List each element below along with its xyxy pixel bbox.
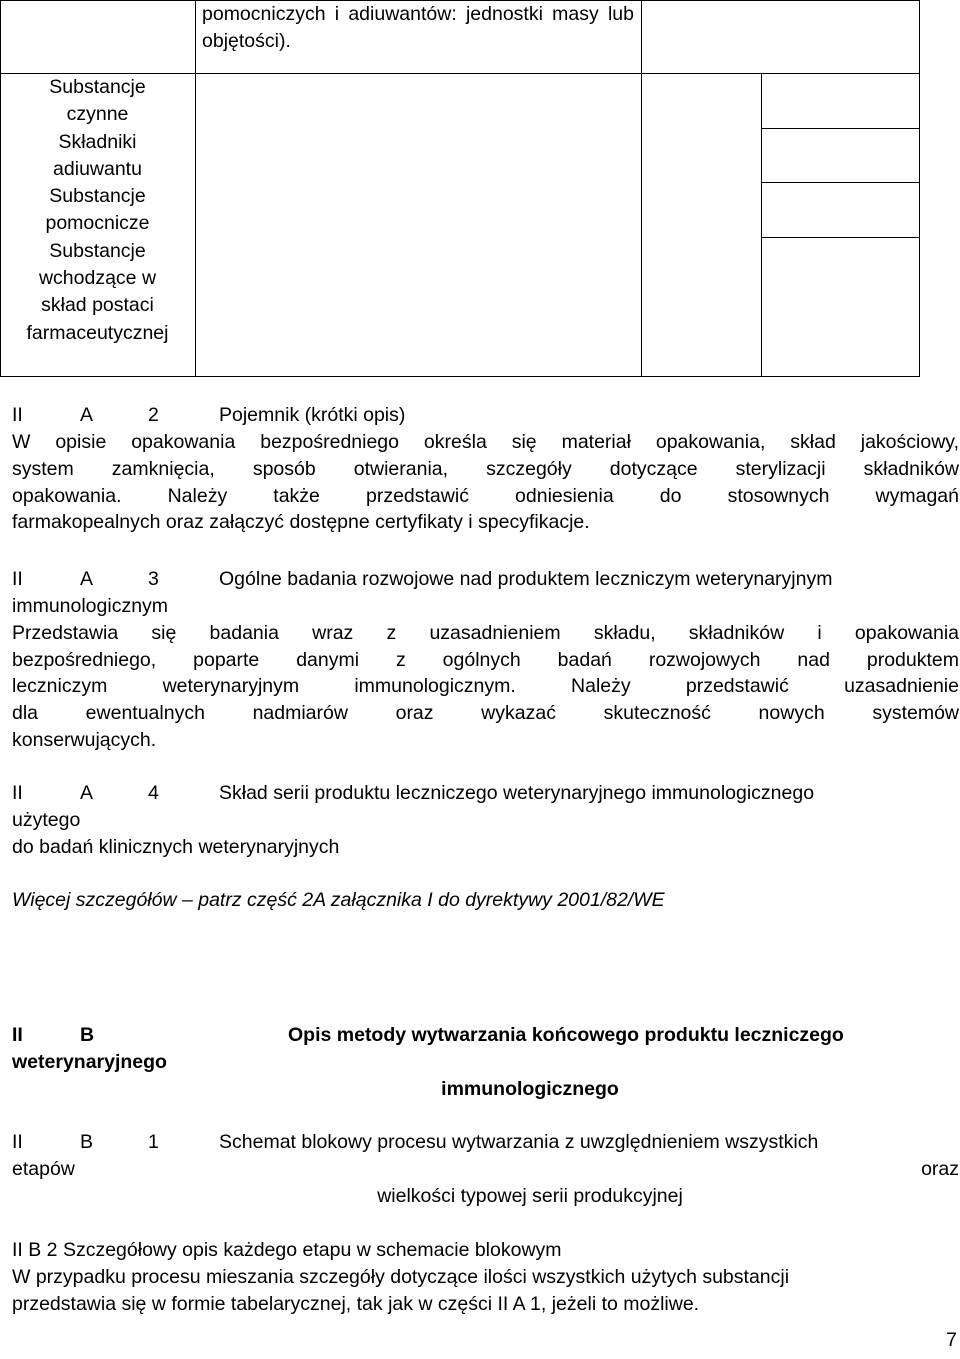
section-number: II [12,568,23,590]
row-label: farmaceutycznej [26,321,169,344]
section-number: II [12,1024,23,1046]
row-label: wchodzące w [38,267,157,290]
section-2a3-body [12,593,959,754]
table-row-divider [762,128,920,129]
paragraph-line: dla ewentualnych nadmiarów oraz wykazać skuteczność nowych systemów [12,702,959,725]
section-number: II [12,404,23,426]
section-2b2-heading: II B 2 Szczegółowy opis każdego etapu w schemacie blokowym [12,1239,562,1261]
section-number: B [80,1024,95,1046]
section-2a4-heading [12,780,959,807]
paragraph-line: W przypadku procesu mieszania szczegóły dotyczące ilości wszystkich użytych substancji [12,1266,790,1288]
section-number: 4 [148,782,159,804]
section-number: A [80,568,94,590]
paragraph-line: konserwujących. [12,728,157,751]
section-number: II [12,782,23,804]
page-number: 7 [946,1329,957,1351]
row-label: Substancje [49,76,146,98]
table-column-divider [195,0,196,377]
table-border-bottom [0,376,920,377]
section-number: II [12,1131,23,1153]
composition-table [0,0,920,377]
section-2a3-heading [12,566,959,593]
section-2a2-body [12,429,959,536]
section-number: A [80,782,94,804]
paragraph-line: system zamknięcia, sposób otwierania, szczegóły dotyczące sterylizacji składników [12,457,959,480]
table-row-divider [762,237,920,238]
table-column-divider [761,73,762,377]
table-row-labels [0,74,195,347]
section-2b2-body [12,1264,959,1318]
row-label: czynne [66,103,129,126]
section-number: 1 [148,1131,159,1153]
row-label: Substancje [49,239,146,262]
section-title: Pojemnik (krótki opis) [219,404,406,426]
section-number: 2 [148,404,159,426]
section-number: B [80,1131,94,1153]
table-column-divider [641,0,642,377]
section-number: A [80,404,94,426]
paragraph-line: bezpośredniego, poparte danymi z ogólnych badań rozwojowych nad produktem [12,648,959,671]
row-label: adiuwantu [53,157,142,180]
paragraph-line: leczniczym weterynaryjnym immunologicznym. Należy przedstawić uzasadnienie [12,675,959,698]
section-title-continued: wielkości typowej serii produkcyjnej [377,1185,683,1207]
section-title: Opis metody wytwarzania końcowego produktu leczniczego [288,1024,844,1046]
table-header-line: objętości). [202,29,291,52]
paragraph-line: opakowania. Należy także przedstawić odniesienia do stosownych wymagań [12,484,959,507]
table-header-line: pomocniczych i adiuwantów: jednostki masy lub [202,3,634,25]
section-2b1-heading [12,1129,959,1156]
row-label: skład postaci [41,294,154,317]
section-title: Skład serii produktu leczniczego weterynaryjnego immunologicznego [219,782,815,804]
section-title-continued: etapów [12,1158,75,1180]
row-label: pomocnicze [45,212,150,235]
more-details-note: Więcej szczegółów – patrz część 2A załącznika I do dyrektywy 2001/82/WE [12,889,665,911]
section-title: Ogólne badania rozwojowe nad produktem leczniczym weterynaryjnym [219,568,833,590]
paragraph-line: przedstawia się w formie tabelarycznej, tak jak w części II A 1, jeżeli to możliwe. [12,1292,700,1315]
paragraph-line: Przedstawia się badania wraz z uzasadnieniem składu, składników i opakowania [12,621,959,644]
section-title-continued: weterynaryjnego [12,1051,167,1073]
section-2a2-heading [12,402,959,429]
section-2a4-body [12,807,959,861]
section-title-continued: immunologicznym [12,595,169,617]
section-title: Schemat blokowy procesu wytwarzania z uwzględnieniem wszystkich [219,1131,819,1153]
row-label: Składniki [58,130,137,153]
section-title-continued: oraz [921,1158,959,1180]
section-title-continued: immunologicznego [441,1078,619,1100]
row-label: Substancje [49,185,146,208]
table-row-divider [762,182,920,183]
table-border-right [919,0,920,377]
section-number: 3 [148,568,159,590]
paragraph-line: W opisie opakowania bezpośredniego określa się materiał opakowania, skład jakościowy, [12,431,959,453]
section-title-continued: do badań klinicznych weterynaryjnych [12,835,340,858]
table-header-cell [202,1,634,54]
section-2b-heading [12,1022,959,1049]
paragraph-line: farmakopealnych oraz załączyć dostępne certyfikaty i specyfikacje. [12,511,590,534]
section-title-continued: użytego [12,809,81,831]
